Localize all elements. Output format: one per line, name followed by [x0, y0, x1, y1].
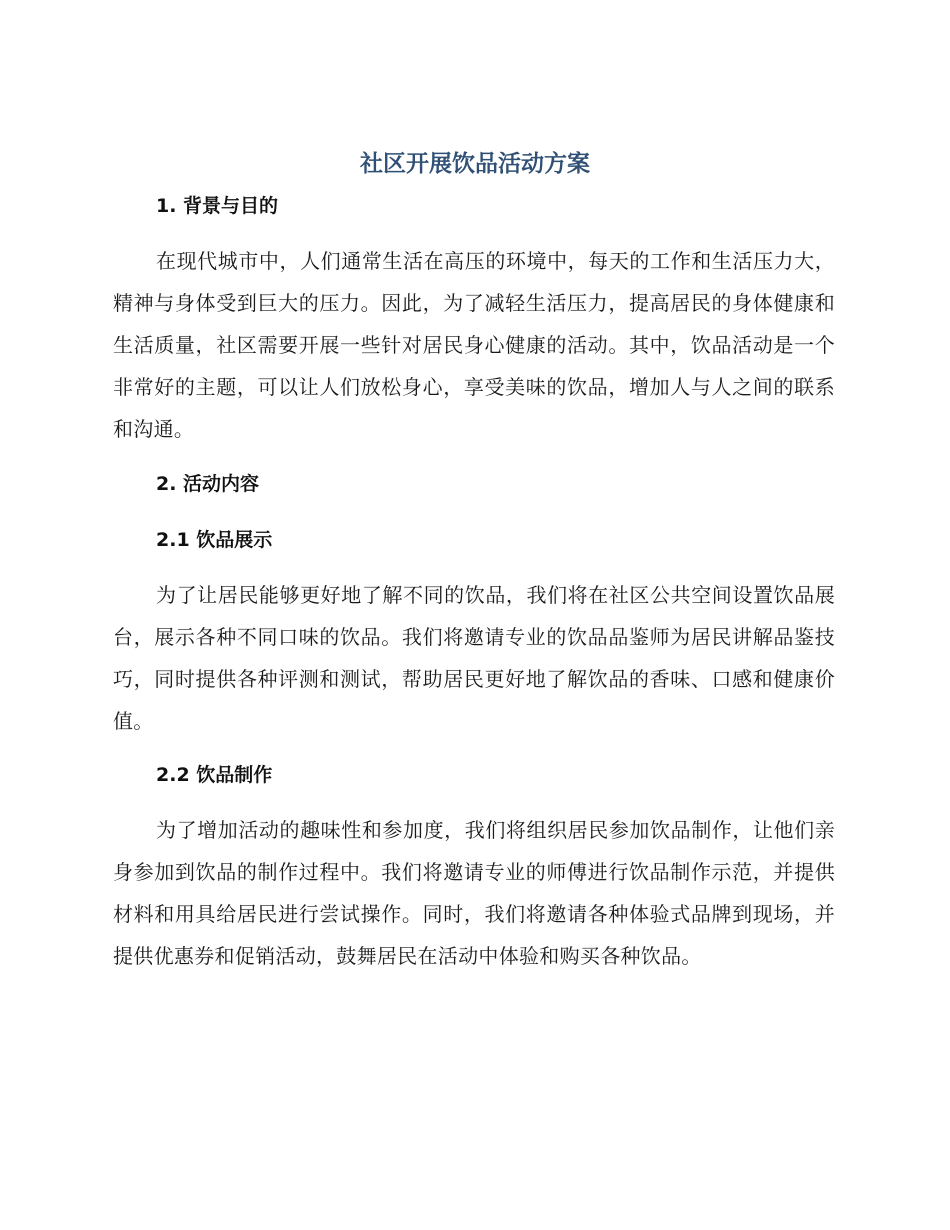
section-heading-drink-making: 2.2 饮品制作: [156, 764, 273, 786]
section-heading-background: 1. 背景与目的: [156, 195, 279, 217]
section-paragraph-drink-display: 为了让居民能够更好地了解不同的饮品，我们将在社区公共空间设置饮品展台，展示各种不同口味的饮品。我们将邀请专业的饮品品鉴师为居民讲解品鉴技巧，同时提供各种评测和测试，帮助居民更好地了解饮品的香味、口感和健康价值。: [113, 583, 835, 733]
page-title: 社区开展饮品活动方案: [360, 151, 590, 177]
section-heading-activity-content: 2. 活动内容: [156, 473, 260, 495]
section-paragraph-background: 在现代城市中，人们通常生活在高压的环境中，每天的工作和生活压力大，精神与身体受到巨大的压力。因此，为了减轻生活压力，提高居民的身体健康和生活质量，社区需要开展一些针对居民身心健康的活动。其中，饮品活动是一个非常好的主题，可以让人们放松身心，享受美味的饮品，增加人与人之间的联系和沟通。: [113, 249, 835, 441]
section-paragraph-drink-making: 为了增加活动的趣味性和参加度，我们将组织居民参加饮品制作，让他们亲身参加到饮品的制作过程中。我们将邀请专业的师傅进行饮品制作示范，并提供材料和用具给居民进行尝试操作。同时，我们将邀请各种体验式品牌到现场，并提供优惠券和促销活动，鼓舞居民在活动中体验和购买各种饮品。: [113, 818, 835, 968]
section-heading-drink-display: 2.1 饮品展示: [156, 529, 273, 551]
